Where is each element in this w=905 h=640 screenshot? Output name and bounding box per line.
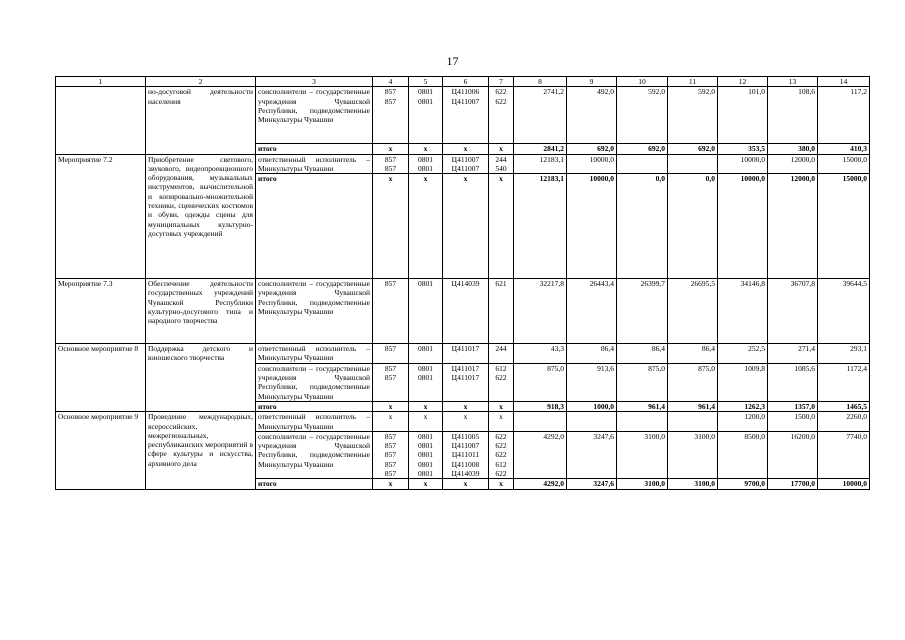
table-cell: x <box>489 401 514 411</box>
cell-line: 0801 <box>418 469 433 479</box>
value-cell: 1172,4 <box>818 363 870 401</box>
table-cell <box>489 87 514 144</box>
cell-line: Ц414039 <box>451 469 480 479</box>
value-cell <box>514 412 567 432</box>
value-cell: 86,4 <box>617 344 668 364</box>
column-header: 11 <box>668 77 718 87</box>
column-header: 1 <box>56 77 146 87</box>
cell-line: Ц411006 <box>451 87 480 97</box>
total-value: 380,0 <box>768 144 818 154</box>
value-cell: 1200,0 <box>718 412 768 432</box>
total-label: итого <box>256 144 373 154</box>
table-row <box>56 154 870 174</box>
value-cell: 271,4 <box>768 344 818 364</box>
activity-description: Приобретение светового, звукового, видеопроекционного оборудования, музыкальных инструментов, вычислительной и копировально-множительной техники, сценических костюмов и обуви, одежды сцены для муниципальных культурно-досуговых учреждений <box>146 154 256 279</box>
table-cell <box>409 431 443 478</box>
table-cell: x <box>373 401 409 411</box>
value-cell: 2260,0 <box>818 412 870 432</box>
value-cell <box>617 412 668 432</box>
cell-line: 622 <box>495 87 507 97</box>
table-cell: x <box>489 412 514 432</box>
value-cell: 34146,8 <box>718 279 768 344</box>
cell-line: 0801 <box>418 163 433 173</box>
table-cell: x <box>443 479 489 489</box>
cell-line: 857 <box>384 459 397 469</box>
table-cell: 0801 <box>409 279 443 344</box>
executor-cell: соисполнители – государственные учреждения Чувашской Республики, подведомственные Минкультуры Чувашии <box>256 363 373 401</box>
table-cell: x <box>409 144 443 154</box>
total-value: 1000,0 <box>567 401 617 411</box>
cell-line: 0801 <box>418 459 433 469</box>
column-header: 5 <box>409 77 443 87</box>
total-value: 3247,6 <box>567 479 617 489</box>
table-cell: x <box>443 144 489 154</box>
activity-name: Мероприятие 7.2 <box>56 154 146 279</box>
table-cell <box>443 87 489 144</box>
table-cell: Ц414039 <box>443 279 489 344</box>
total-value: 918,3 <box>514 401 567 411</box>
table-cell <box>373 431 409 478</box>
table-cell: x <box>373 412 409 432</box>
cell-line: 612 <box>495 459 507 469</box>
table-cell: x <box>409 174 443 279</box>
total-value: 692,0 <box>567 144 617 154</box>
cell-line: 0801 <box>418 373 433 383</box>
table-cell: x <box>373 479 409 489</box>
cell-line: 540 <box>495 163 507 173</box>
cell-line: Ц411007 <box>451 154 480 164</box>
value-cell: 12000,0 <box>768 154 818 174</box>
value-cell <box>567 412 617 432</box>
activity-name: Мероприятие 7.3 <box>56 279 146 344</box>
cell-line: 0801 <box>418 96 433 106</box>
cell-line: 622 <box>495 431 507 441</box>
total-value: 1465,5 <box>818 401 870 411</box>
header-row <box>56 77 870 87</box>
cell-line: 612 <box>495 363 507 373</box>
table-cell: x <box>443 174 489 279</box>
cell-line: 622 <box>495 450 507 460</box>
total-value: 1262,3 <box>718 401 768 411</box>
cell-line: Ц411007 <box>451 96 480 106</box>
column-header: 3 <box>256 77 373 87</box>
empty-cell <box>56 87 146 154</box>
value-cell: 592,0 <box>617 87 668 144</box>
table-cell: x <box>489 479 514 489</box>
cell-line: 857 <box>384 373 397 383</box>
column-header: 7 <box>489 77 514 87</box>
activity-description: Поддержка детского и юношеского творчества <box>146 344 256 412</box>
cell-line: 0801 <box>418 154 433 164</box>
value-cell: 8500,0 <box>718 431 768 478</box>
value-cell: 4292,0 <box>514 431 567 478</box>
table-row <box>56 87 870 144</box>
cell-line: 857 <box>384 431 397 441</box>
total-value: 1357,0 <box>768 401 818 411</box>
cell-line: 0801 <box>418 87 433 97</box>
cell-line: Ц411017 <box>451 373 480 383</box>
value-cell: 26399,7 <box>617 279 668 344</box>
table-cell: x <box>409 479 443 489</box>
total-value: 410,3 <box>818 144 870 154</box>
cell-line: 622 <box>495 373 507 383</box>
cell-line: 857 <box>384 363 397 373</box>
table-cell: x <box>443 401 489 411</box>
value-cell: 592,0 <box>668 87 718 144</box>
table-cell: x <box>373 144 409 154</box>
value-cell <box>668 154 718 174</box>
value-cell: 101,0 <box>718 87 768 144</box>
table-cell: Ц411017 <box>443 344 489 364</box>
table-cell <box>409 87 443 144</box>
table-cell: x <box>489 144 514 154</box>
cell-line: Ц411007 <box>451 163 480 173</box>
value-cell: 16200,0 <box>768 431 818 478</box>
budget-table <box>55 76 870 490</box>
value-cell: 15000,0 <box>818 154 870 174</box>
column-header: 8 <box>514 77 567 87</box>
activity-description: но-досуговой деятельности населения <box>146 87 256 154</box>
page-number: 17 <box>446 54 459 68</box>
value-cell: 492,0 <box>567 87 617 144</box>
total-value: 692,0 <box>617 144 668 154</box>
activity-description: Обеспечение деятельности государственных учреждений Чувашской Республики культурно-досугового типа и народного творчества <box>146 279 256 344</box>
table-cell: 0801 <box>409 344 443 364</box>
table-cell: 244 <box>489 344 514 364</box>
total-value: 10000,0 <box>818 479 870 489</box>
value-cell: 875,0 <box>668 363 718 401</box>
table-cell <box>489 363 514 401</box>
executor-cell: ответственный исполнитель – Минкультуры Чувашии <box>256 412 373 432</box>
cell-line: 622 <box>495 441 507 451</box>
table-cell: 621 <box>489 279 514 344</box>
total-value: 3100,0 <box>617 479 668 489</box>
cell-line: Ц411017 <box>451 363 480 373</box>
cell-line: 0801 <box>418 363 433 373</box>
value-cell: 293,1 <box>818 344 870 364</box>
table-cell: x <box>409 412 443 432</box>
total-value: 10000,0 <box>567 174 617 279</box>
total-value: 961,4 <box>668 401 718 411</box>
column-header: 6 <box>443 77 489 87</box>
value-cell: 7740,0 <box>818 431 870 478</box>
column-header: 2 <box>146 77 256 87</box>
total-value: 17700,0 <box>768 479 818 489</box>
value-cell: 913,6 <box>567 363 617 401</box>
value-cell: 3100,0 <box>617 431 668 478</box>
table-cell <box>443 431 489 478</box>
executor-cell: ответственный исполнитель – Минкультуры Чувашии <box>256 344 373 364</box>
value-cell: 117,2 <box>818 87 870 144</box>
value-cell: 108,6 <box>768 87 818 144</box>
total-label: итого <box>256 479 373 489</box>
value-cell: 43,3 <box>514 344 567 364</box>
table-cell <box>409 154 443 174</box>
cell-line: 857 <box>384 163 397 173</box>
table-cell <box>443 363 489 401</box>
total-value: 961,4 <box>617 401 668 411</box>
total-value: 3100,0 <box>668 479 718 489</box>
cell-line: 0801 <box>418 431 433 441</box>
total-value: 15000,0 <box>818 174 870 279</box>
value-cell: 86,4 <box>668 344 718 364</box>
table-cell: x <box>443 412 489 432</box>
value-cell: 26695,5 <box>668 279 718 344</box>
total-value: 4292,0 <box>514 479 567 489</box>
cell-line: Ц411008 <box>451 459 480 469</box>
cell-line: 857 <box>384 469 397 479</box>
value-cell: 2741,2 <box>514 87 567 144</box>
executor-cell: соисполнители – государственные учреждения Чувашской Республики, подведомственные Минкультуры Чувашии <box>256 431 373 478</box>
table-cell <box>489 431 514 478</box>
table-row <box>56 279 870 344</box>
value-cell: 26443,4 <box>567 279 617 344</box>
value-cell: 875,0 <box>514 363 567 401</box>
value-cell: 12183,1 <box>514 154 567 174</box>
table-cell: x <box>409 401 443 411</box>
value-cell: 1500,0 <box>768 412 818 432</box>
table-cell <box>373 363 409 401</box>
value-cell <box>668 412 718 432</box>
cell-line: Ц411007 <box>451 441 480 451</box>
value-cell: 1085,6 <box>768 363 818 401</box>
activity-name: Основное мероприятие 9 <box>56 412 146 489</box>
value-cell: 32217,8 <box>514 279 567 344</box>
total-value: 0,0 <box>668 174 718 279</box>
table-cell: x <box>373 174 409 279</box>
cell-line: 857 <box>384 96 397 106</box>
value-cell: 3100,0 <box>668 431 718 478</box>
total-label: итого <box>256 401 373 411</box>
table-cell: 857 <box>373 279 409 344</box>
column-header: 10 <box>617 77 668 87</box>
table-row <box>56 412 870 432</box>
cell-line: 244 <box>495 154 507 164</box>
column-header: 9 <box>567 77 617 87</box>
total-value: 9700,0 <box>718 479 768 489</box>
value-cell: 86,4 <box>567 344 617 364</box>
total-value: 2841,2 <box>514 144 567 154</box>
executor-cell: соисполнители – государственные учреждения Чувашской Республики, подведомственные Минкультуры Чувашии <box>256 279 373 344</box>
total-value: 0,0 <box>617 174 668 279</box>
table-cell <box>373 87 409 144</box>
cell-line: 0801 <box>418 450 433 460</box>
cell-line: 622 <box>495 96 507 106</box>
total-value: 12000,0 <box>768 174 818 279</box>
cell-line: Ц411011 <box>451 450 480 460</box>
value-cell: 36707,8 <box>768 279 818 344</box>
value-cell: 10000,0 <box>567 154 617 174</box>
total-label: итого <box>256 174 373 279</box>
cell-line: 857 <box>384 154 397 164</box>
cell-line: 857 <box>384 441 397 451</box>
value-cell: 1009,8 <box>718 363 768 401</box>
total-value: 12183,1 <box>514 174 567 279</box>
column-header: 14 <box>818 77 870 87</box>
activity-description: Проведение международных, всероссийских, межрегиональных, республиканских мероприятий в сфере культуры и искусства, архивного дела <box>146 412 256 489</box>
activity-name: Основное мероприятие 8 <box>56 344 146 412</box>
column-header: 4 <box>373 77 409 87</box>
cell-line: 857 <box>384 450 397 460</box>
value-cell: 875,0 <box>617 363 668 401</box>
value-cell: 10000,0 <box>718 154 768 174</box>
table-cell: x <box>489 174 514 279</box>
table-cell <box>443 154 489 174</box>
table-cell: 857 <box>373 344 409 364</box>
cell-line: 857 <box>384 87 397 97</box>
value-cell: 39644,5 <box>818 279 870 344</box>
cell-line: Ц411005 <box>451 431 480 441</box>
executor-cell: ответственный исполнитель – Минкультуры Чувашии <box>256 154 373 174</box>
column-header: 13 <box>768 77 818 87</box>
executor-cell: соисполнители – государственные учреждения Чувашской Республики, подведомственные Минкультуры Чувашии <box>256 87 373 144</box>
total-value: 692,0 <box>668 144 718 154</box>
cell-line: 622 <box>495 469 507 479</box>
table-cell <box>373 154 409 174</box>
value-cell: 3247,6 <box>567 431 617 478</box>
cell-line: 0801 <box>418 441 433 451</box>
table-row <box>56 344 870 364</box>
column-header: 12 <box>718 77 768 87</box>
total-value: 10000,0 <box>718 174 768 279</box>
value-cell <box>617 154 668 174</box>
table-cell <box>409 363 443 401</box>
table-cell <box>489 154 514 174</box>
total-value: 353,5 <box>718 144 768 154</box>
value-cell: 252,5 <box>718 344 768 364</box>
